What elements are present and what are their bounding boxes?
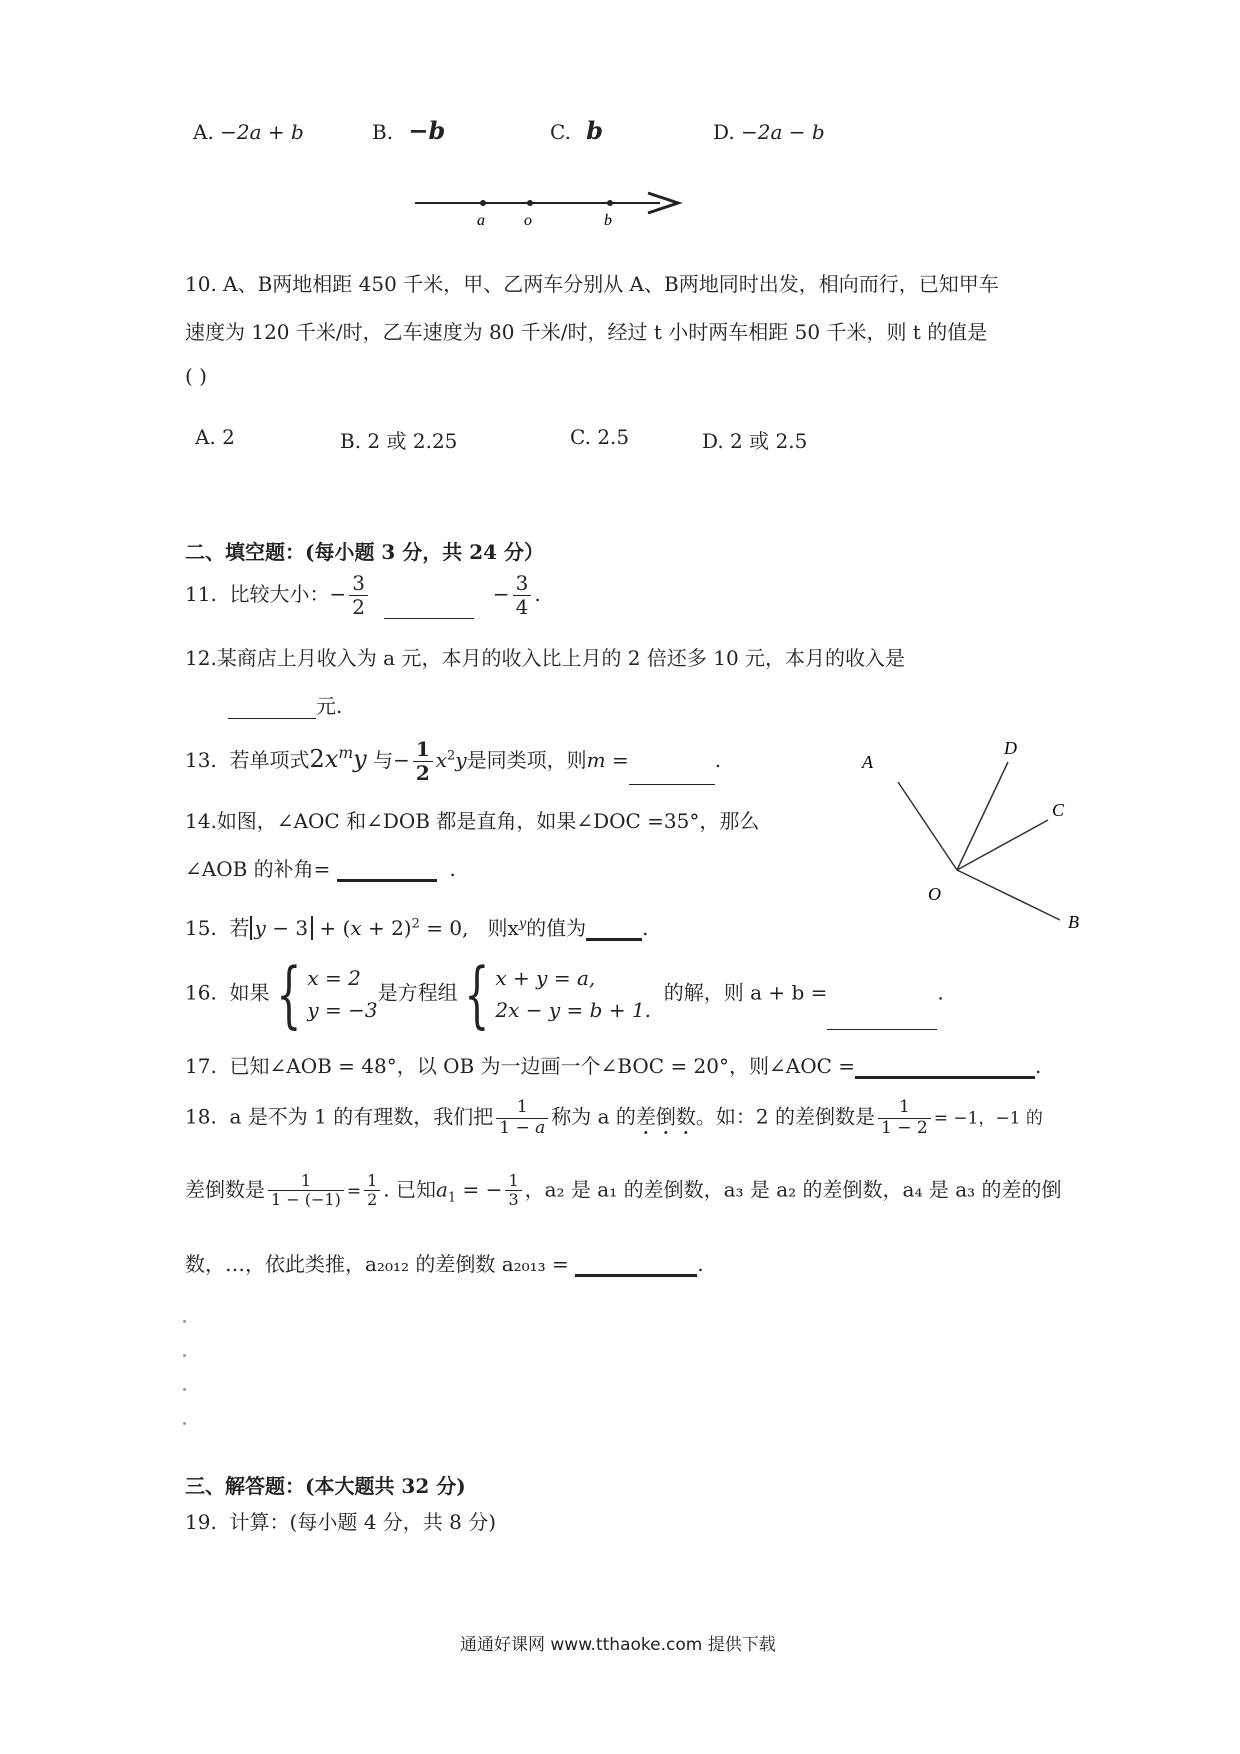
q9-option-a: A. −2a + b — [193, 120, 304, 144]
q18-line3: 数，…，依此类推，a₂₀₁₂ 的差倒数 a₂₀₁₃ = . — [185, 1252, 704, 1276]
margin-dot — [183, 1388, 186, 1391]
ray-ob — [957, 870, 1060, 920]
fig-label-b: B — [1068, 912, 1079, 932]
q13: 13. 若单项式$2x^my$ 与− $\frac{1}{2}$ $x^2y$是同类项，则m = . — [185, 737, 722, 785]
fig-label-o: O — [928, 884, 941, 904]
q9-option-c: C. b — [550, 116, 603, 145]
section-3-title: 三、解答题：(本大题共 32 分) — [185, 1474, 466, 1498]
q18-line1: 18. a 是不为 1 的有理数，我们把 $\frac{1}{1 - a}$ 称为 a 的差倒数。如：2 的差倒数是 $\frac{1}{1 - 2}$ = −1，−1 的 — [185, 1097, 1043, 1138]
q9-option-b: B. −b — [372, 116, 446, 145]
fig-label-a: A — [862, 752, 873, 772]
margin-dot — [183, 1422, 186, 1425]
q11: 11. 比较大小：− $\frac{3}{2}$ − $\frac{3}{4}$ . — [185, 571, 541, 619]
q10-option-c: C. 2.5 — [570, 425, 630, 449]
label-o: o — [524, 212, 532, 229]
margin-dot — [183, 1354, 186, 1357]
q12-line1: 12.某商店上月收入为 a 元，本月的收入比上月的 2 倍还多 10 元，本月的收入是 — [185, 646, 906, 670]
q10-line3: ( ) — [185, 364, 207, 388]
q18-line2: 差倒数是 $\frac{1}{1 - (-1)}$ = $\frac{1}{2}$ . 已知$a_1$ = − $\frac{1}{3}$ ，a₂ 是 a₁ 的差倒数，a₃ 是 a₂ 的差倒数，a₄ 是 a₃ 的差的倒 — [185, 1171, 1062, 1210]
point-a — [480, 200, 486, 206]
q17: 17. 已知∠AOB = 48°，以 OB 为一边画一个∠BOC = 20°，则∠AOC = . — [185, 1054, 1042, 1078]
angle-figure — [860, 740, 1110, 940]
label-b: b — [604, 212, 612, 229]
q9-option-d: D. −2a − b — [713, 120, 825, 144]
point-o — [527, 200, 533, 206]
fig-label-d: D — [1004, 740, 1017, 758]
q16: 16. 如果{ x = 2 y = −3是方程组{ x + y = a, 2x − y = b + 1. 的解，则 a + b = . — [185, 952, 944, 1036]
number-line — [410, 185, 690, 230]
q15: 15. 若 $y - 3 + (x + 2)^2 = 0$, 则$x^y$的值为 . — [185, 916, 649, 940]
page-footer: 通通好课网 www.tthaoke.com 提供下载 — [460, 1635, 776, 1655]
q10-line1: 10. A、B两地相距 450 千米，甲、乙两车分别从 A、B两地同时出发，相向而行，已知甲车 — [185, 272, 999, 296]
q10-option-b: B. 2 或 2.25 — [340, 429, 458, 453]
margin-dot — [183, 1320, 186, 1323]
ray-oa — [898, 782, 957, 870]
ray-oc — [957, 820, 1048, 870]
q19: 19. 计算：(每小题 4 分，共 8 分) — [185, 1510, 497, 1534]
q10-option-a: A. 2 — [195, 425, 235, 449]
q14-line2: ∠AOB 的补角= . — [185, 857, 456, 881]
label-a: a — [477, 212, 485, 229]
q14-line1: 14.如图，∠AOC 和∠DOB 都是直角，如果∠DOC =35°，那么 — [185, 809, 760, 833]
section-2-title: 二、填空题：(每小题 3 分，共 24 分） — [185, 540, 545, 564]
fig-label-c: C — [1052, 800, 1065, 820]
q10-line2: 速度为 120 千米/时，乙车速度为 80 千米/时，经过 t 小时两车相距 50 千米，则 t 的值是 — [185, 320, 988, 344]
point-b — [607, 200, 613, 206]
ray-od — [957, 762, 1008, 870]
q12-line2: 元. — [228, 690, 342, 719]
q10-option-d: D. 2 或 2.5 — [702, 429, 808, 453]
